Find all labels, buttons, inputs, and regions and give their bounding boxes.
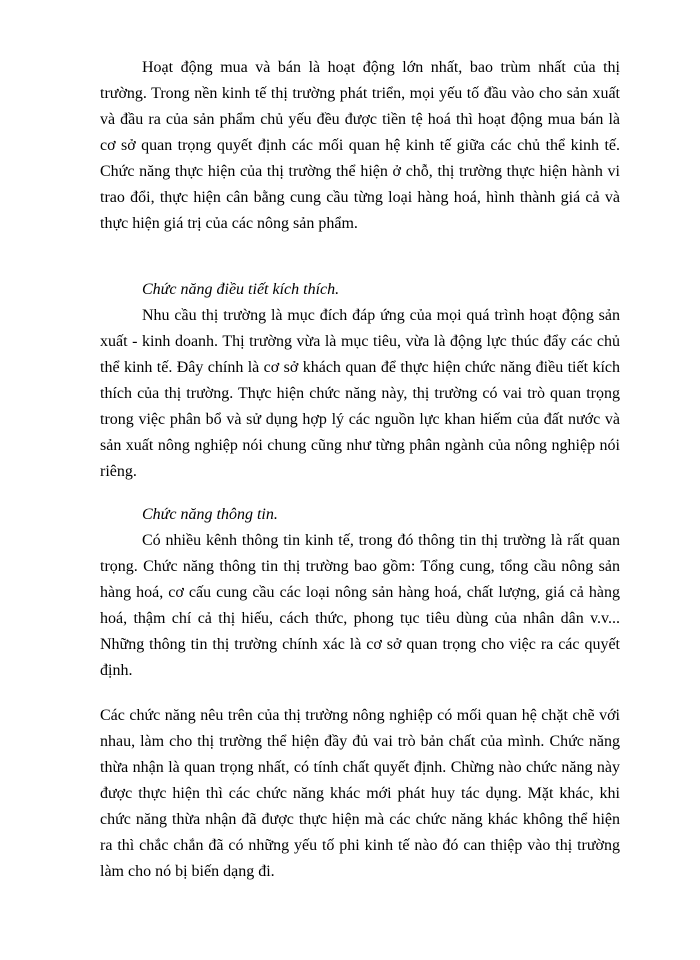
heading-information-function: Chức năng thông tin. [142,506,278,523]
paragraph-information: Có nhiều kênh thông tin kinh tế, trong đó thông tin thị trường là rất quan trọng. Chức năng thông tin thị trường bao gồm: Tổng cung, tổng cầu nông sản hàng hoá, cơ cấu cung cầu các loại nông sản hàng hoá, chất lượng, giá cả hàng hoá, thậm chí cả thị hiếu, cách thức, phong tục tiêu dùng của nhân dân v.v... Những thông tin thị trường chính xác là cơ sở quan trọng cho việc ra các quyết định. [100,532,620,679]
paragraph-conclusion: Các chức năng nêu trên của thị trường nông nghiệp có mối quan hệ chặt chẽ với nhau, làm cho thị trường thể hiện đầy đủ vai trò bản chất của mình. Chức năng thừa nhận là quan trọng nhất, có tính chất quyết định. Chừng nào chức năng này được thực hiện thì các chức năng khác mới phát huy tác dụng. Mặt khác, khi chức năng thừa nhận đã được thực hiện mà các chức năng khác không thể hiện ra thì chắc chắn đã có những yếu tố phi kinh tế nào đó can thiệp vào thị trường làm cho nó bị biến dạng đi. [100,707,620,880]
paragraph-regulation: Nhu cầu thị trường là mục đích đáp ứng của mọi quá trình hoạt động sản xuất - kinh doanh. Thị trường vừa là mục tiêu, vừa là động lực thúc đẩy các chủ thể kinh tế. Đây chính là cơ sở khách quan để thực hiện chức năng điều tiết kích thích của thị trường. Thực hiện chức năng này, thị trường có vai trò quan trọng trong việc phân bổ và sử dụng hợp lý các nguồn lực khan hiếm của đất nước và sản xuất nông nghiệp nói chung cũng như từng phân ngành của nông nghiệp nói riêng. [100,307,620,480]
paragraph-buying-selling: Hoạt động mua và bán là hoạt động lớn nhất, bao trùm nhất của thị trường. Trong nền kinh tế thị trường phát triển, mọi yếu tố đầu vào cho sản xuất và đầu ra của sản phẩm chủ yếu đều được tiền tệ hoá thì hoạt động mua bán là cơ sở quan trọng quyết định các mối quan hệ kinh tế giữa các chủ thể kinh tế. Chức năng thực hiện của thị trường thể hiện ở chỗ, thị trường thực hiện hành vi trao đổi, thực hiện cân bằng cung cầu từng loại hàng hoá, hình thành giá cả và thực hiện giá trị của các nông sản phẩm. [100,59,620,232]
heading-regulation-function: Chức năng điều tiết kích thích. [142,281,340,298]
